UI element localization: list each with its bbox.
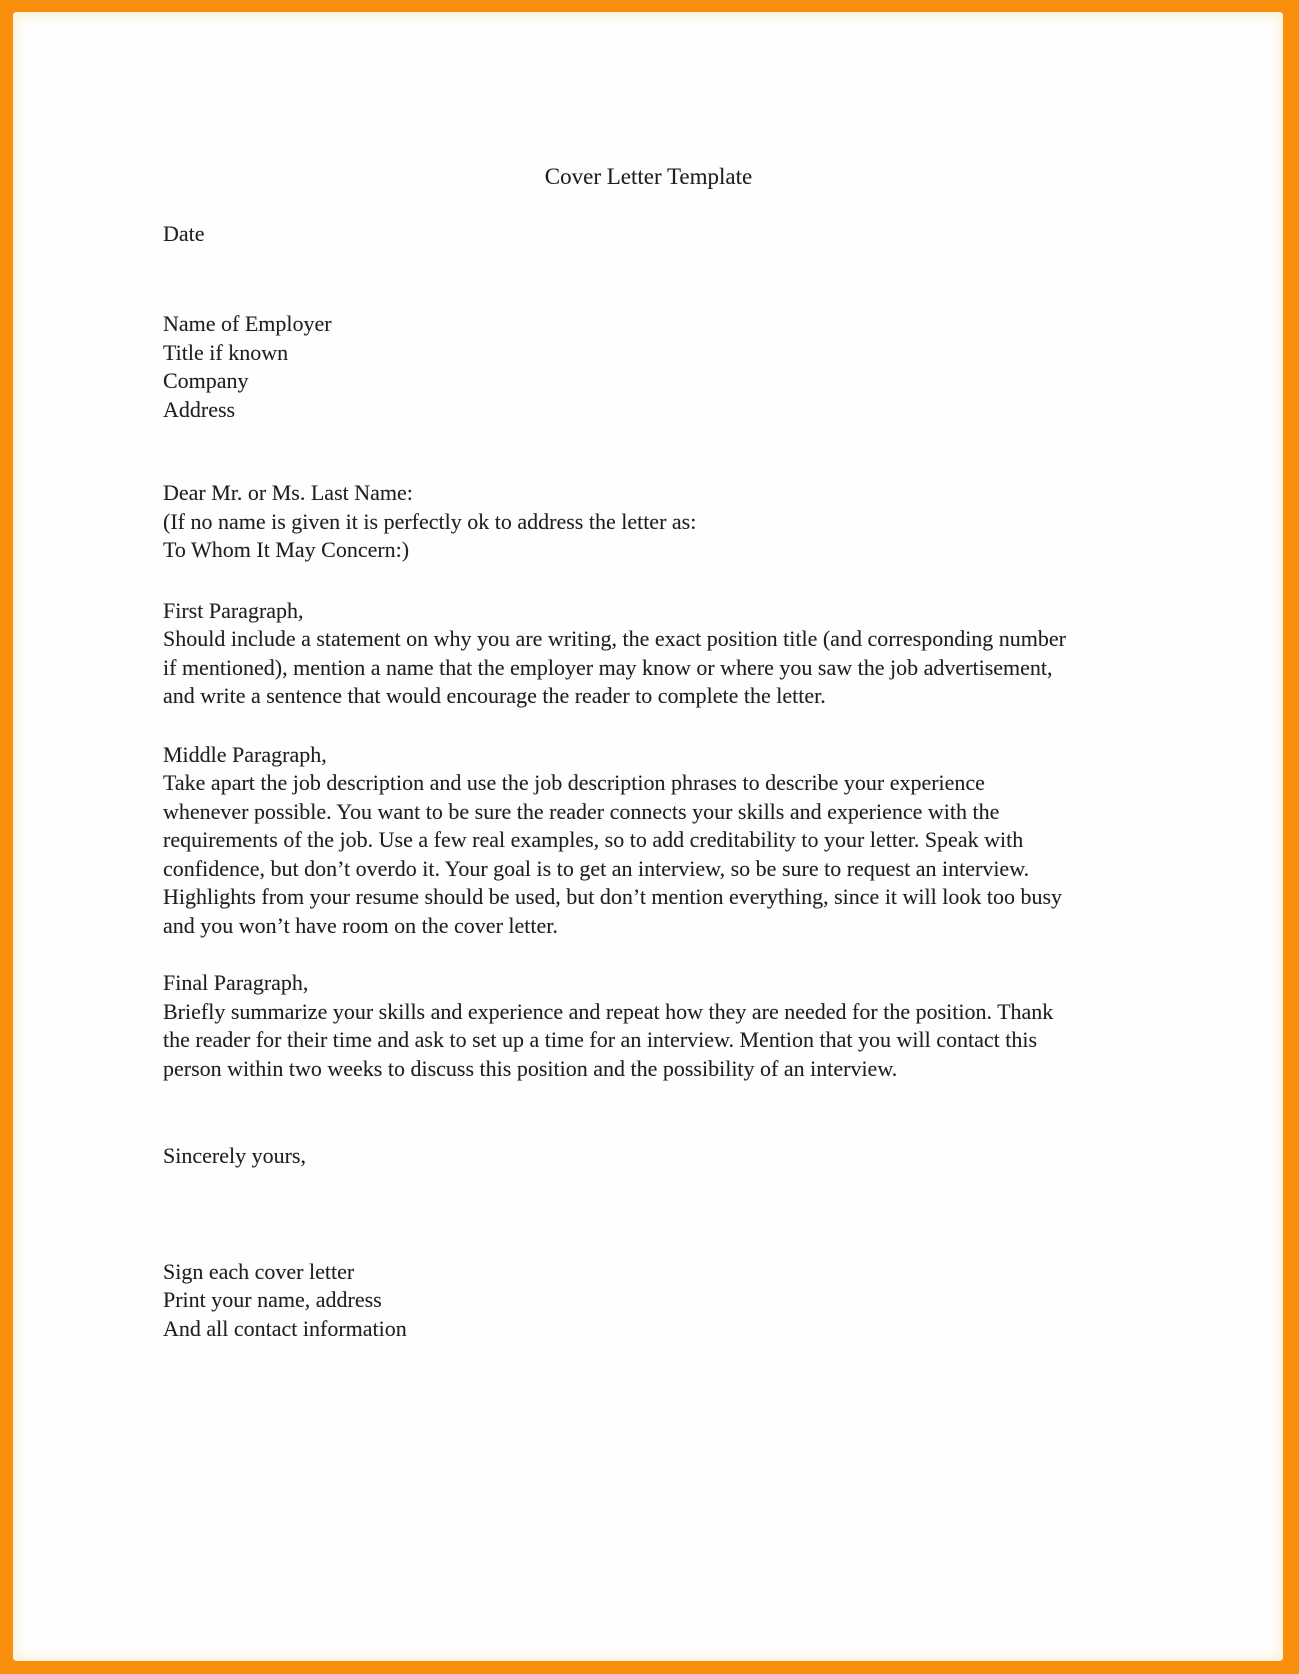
salutation-line-note: (If no name is given it is perfectly ok to address the letter as: [163, 508, 697, 534]
first-paragraph-heading: First Paragraph, [163, 597, 304, 623]
recipient-line-company: Company [163, 368, 249, 393]
document-title: Cover Letter Template [544, 164, 753, 189]
middle-paragraph-body: Take apart the job description and use the job description phrases to describe your experience whenever possible. You want to be sure the reader connects your skills and experience with the requirements of the job. Use a few real examples, so to add creditability to your letter. Speak with confidence, but don’t overdo it. Your goal is to get an interview, so be sure to request an interview. Highlights from your resume should be used, but don’t mention everything, since it will look too busy and you won’t have room on the cover letter. [163, 770, 1063, 938]
first-paragraph-body: Should include a statement on why you are writing, the exact position title (and corresponding number if mentioned), mention a name that the employer may know or where you saw the job advertisement, and write a sentence that would encourage the reader to complete the letter. [163, 626, 1067, 708]
recipient-line-title: Title if known [163, 339, 289, 365]
recipient-line-address: Address [163, 396, 236, 422]
salutation-line-concern: To Whom It May Concern:) [163, 537, 410, 562]
closing-line: Sincerely yours, [163, 1143, 306, 1168]
date-line: Date [163, 220, 205, 246]
signature-block [163, 1258, 1134, 1344]
letter-content [163, 163, 1134, 1343]
signature-line-sign: Sign each cover letter [163, 1258, 355, 1284]
middle-paragraph-section [163, 741, 1134, 941]
recipient-block [163, 310, 1134, 424]
final-paragraph-body: Briefly summarize your skills and experience and repeat how they are needed for the position. Thank the reader for their time and ask to set up a time for an interview. Mention that you will contact this person within two weeks to discuss this position and the possibility of an interview. [163, 998, 1054, 1081]
first-paragraph-section [163, 597, 1134, 711]
signature-line-contact: And all contact information [163, 1315, 407, 1341]
salutation-line-dear: Dear Mr. or Ms. Last Name: [163, 480, 413, 505]
signature-line-print: Print your name, address [163, 1287, 382, 1312]
salutation-block [163, 479, 1071, 565]
middle-paragraph-heading: Middle Paragraph, [163, 741, 327, 767]
final-paragraph-heading: Final Paragraph, [163, 970, 309, 995]
final-paragraph-section [163, 969, 1134, 1083]
recipient-line-employer: Name of Employer [163, 311, 332, 336]
document-page [13, 12, 1283, 1661]
